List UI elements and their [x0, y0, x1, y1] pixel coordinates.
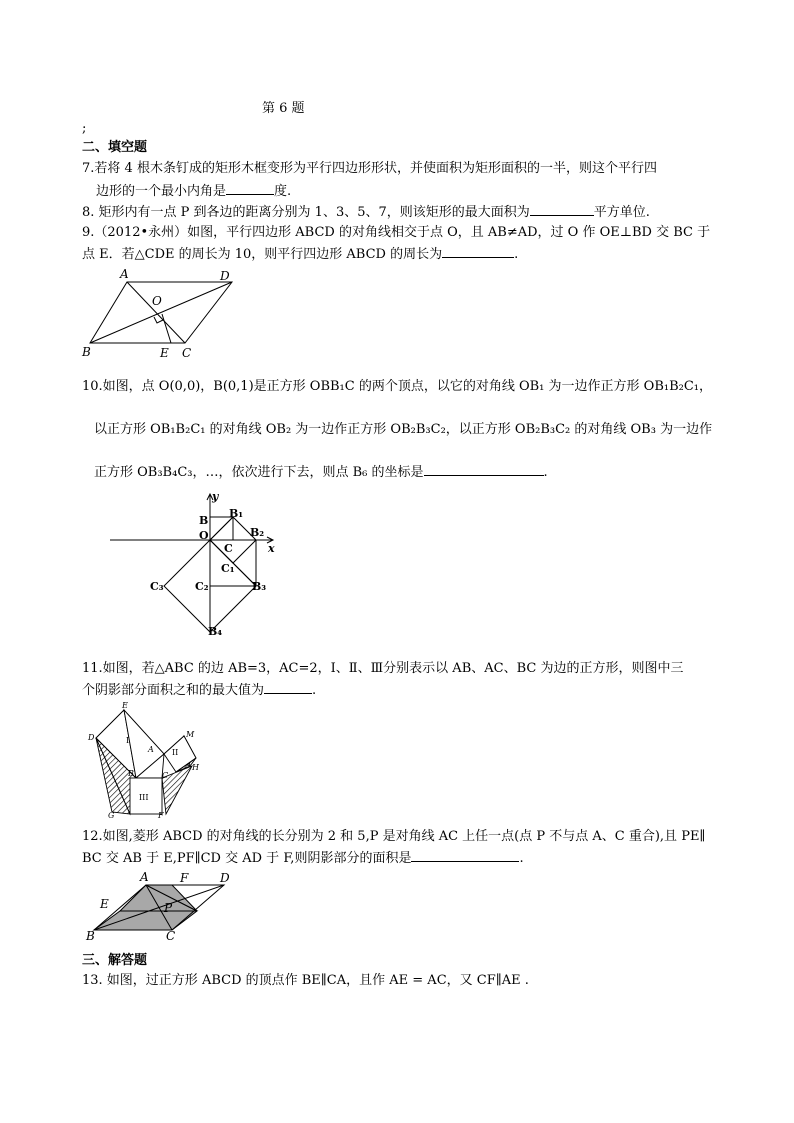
label-B: B [82, 345, 91, 359]
label-I: I [126, 736, 130, 745]
question-11-line-2 [82, 681, 316, 700]
figure-q9-parallelogram [80, 268, 240, 363]
figure-q12-rhombus [84, 870, 244, 943]
label-P: P [164, 901, 173, 915]
question-9-line-1: 9.（2012•永州）如图，平行四边形 ABCD 的对角线相交于点 O，且 AB≠AD，过 O 作 OE⊥BD 交 BC 于 [82, 225, 711, 240]
label-C: C [182, 346, 192, 360]
q11-text-a: 个阴影部分面积之和的最大值为 [82, 683, 265, 698]
q9-text-a: 点 E．若△CDE 的周长为 10，则平行四边形 ABCD 的周长为 [82, 247, 443, 262]
question-10-line-3 [94, 463, 548, 482]
label-D: D [88, 733, 95, 742]
label-C3: C₃ [150, 580, 164, 593]
q10-answer-blank[interactable] [424, 463, 544, 476]
q8-answer-blank[interactable] [530, 203, 594, 216]
label-B: B [199, 514, 209, 527]
label-F: F [180, 871, 189, 885]
section-heading-solutions: 三、解答题 [82, 953, 148, 968]
label-C1: C₁ [221, 562, 235, 575]
label-B3: B₃ [252, 580, 267, 593]
label-D: D [220, 871, 230, 885]
label-B2: B₂ [250, 526, 265, 539]
label-B: B [128, 769, 134, 778]
question-12-line-1: 12.如图,菱形 ABCD 的对角线的长分别为 2 和 5,P 是对角线 AC 上任一点(点 P 不与点 A、C 重合),且 PE∥ [82, 829, 706, 844]
label-E: E [100, 897, 109, 911]
label-E: E [122, 701, 128, 710]
q11-text-b: . [312, 683, 317, 698]
label-H: H [192, 763, 199, 772]
q10-text-a: 正方形 OB₃B₄C₃，…，依次进行下去，则点 B₆ 的坐标是 [94, 465, 424, 480]
label-G: G [108, 811, 115, 820]
q8-text-b: 平方单位. [593, 205, 650, 220]
figure-q10-squares [110, 490, 300, 638]
q7-text-a: 边形的一个最小内角是 [96, 184, 227, 199]
label-C: C [224, 542, 233, 555]
label-E: E [160, 346, 169, 360]
q10-text-b: . [543, 465, 548, 480]
label-O: O [199, 529, 209, 542]
label-O: O [152, 294, 162, 308]
label-III: III [139, 793, 149, 802]
question-11-line-1: 11.如图，若△ABC 的边 AB=3，AC=2，Ⅰ、Ⅱ、Ⅲ分别表示以 AB、AC、BC 为边的正方形，则图中三 [82, 661, 684, 676]
q7-text-b: 度. [274, 184, 292, 199]
question-7-line-1: 7.若将 4 根木条钉成的矩形木框变形为平行四边形形状，并使面积为矩形面积的一半，则这个平行四 [82, 161, 657, 176]
question-13: 13. 如图，过正方形 ABCD 的顶点作 BE∥CA，且作 AE = AC，又 CF∥AE . [82, 973, 529, 988]
label-D: D [220, 269, 230, 283]
label-M: M [186, 730, 195, 739]
label-C: C [166, 929, 176, 943]
q7-answer-blank[interactable] [226, 182, 274, 195]
question-8 [82, 203, 650, 222]
q12-text-a: BC 交 AB 于 E,PF∥CD 交 AD 于 F,则阴影部分的面积是 [82, 851, 412, 866]
stray-semicolon: ; [82, 121, 87, 136]
figure-caption-q6: 第 6 题 [262, 101, 305, 116]
label-C2: C₂ [195, 580, 209, 593]
label-B4: B₄ [208, 625, 223, 638]
label-F: F [158, 811, 164, 820]
question-10-line-2: 以正方形 OB₁B₂C₁ 的对角线 OB₂ 为一边作正方形 OB₂B₃C₂，以正方形 OB₂B₃C₂ 的对角线 OB₃ 为一边作 [94, 422, 713, 437]
q12-text-b: . [519, 851, 524, 866]
q12-answer-blank[interactable] [411, 849, 519, 862]
label-II: II [172, 748, 179, 757]
label-C: C [162, 771, 169, 780]
q9-text-b: . [514, 247, 519, 262]
label-B: B [86, 929, 95, 943]
q8-text-a: 8. 矩形内有一点 P 到各边的距离分别为 1、3、5、7，则该矩形的最大面积为 [82, 205, 530, 220]
label-A: A [120, 267, 129, 281]
question-9-line-2 [82, 245, 518, 264]
q11-answer-blank[interactable] [264, 681, 312, 694]
section-heading-fill-in: 二、填空题 [82, 140, 148, 155]
label-B1: B₁ [229, 507, 244, 520]
label-A: A [148, 745, 154, 754]
label-x: x [268, 542, 275, 555]
label-y: y [212, 490, 219, 503]
figure-q11-squares [86, 701, 216, 820]
label-A: A [140, 870, 149, 884]
q9-answer-blank[interactable] [442, 245, 514, 258]
question-10-line-1: 10.如图，点 O(0,0)，B(0,1)是正方形 OBB₁C 的两个顶点，以它的对角线 OB₁ 为一边作正方形 OB₁B₂C₁， [82, 379, 713, 394]
question-12-line-2 [82, 849, 524, 868]
question-7-line-2 [96, 182, 291, 201]
